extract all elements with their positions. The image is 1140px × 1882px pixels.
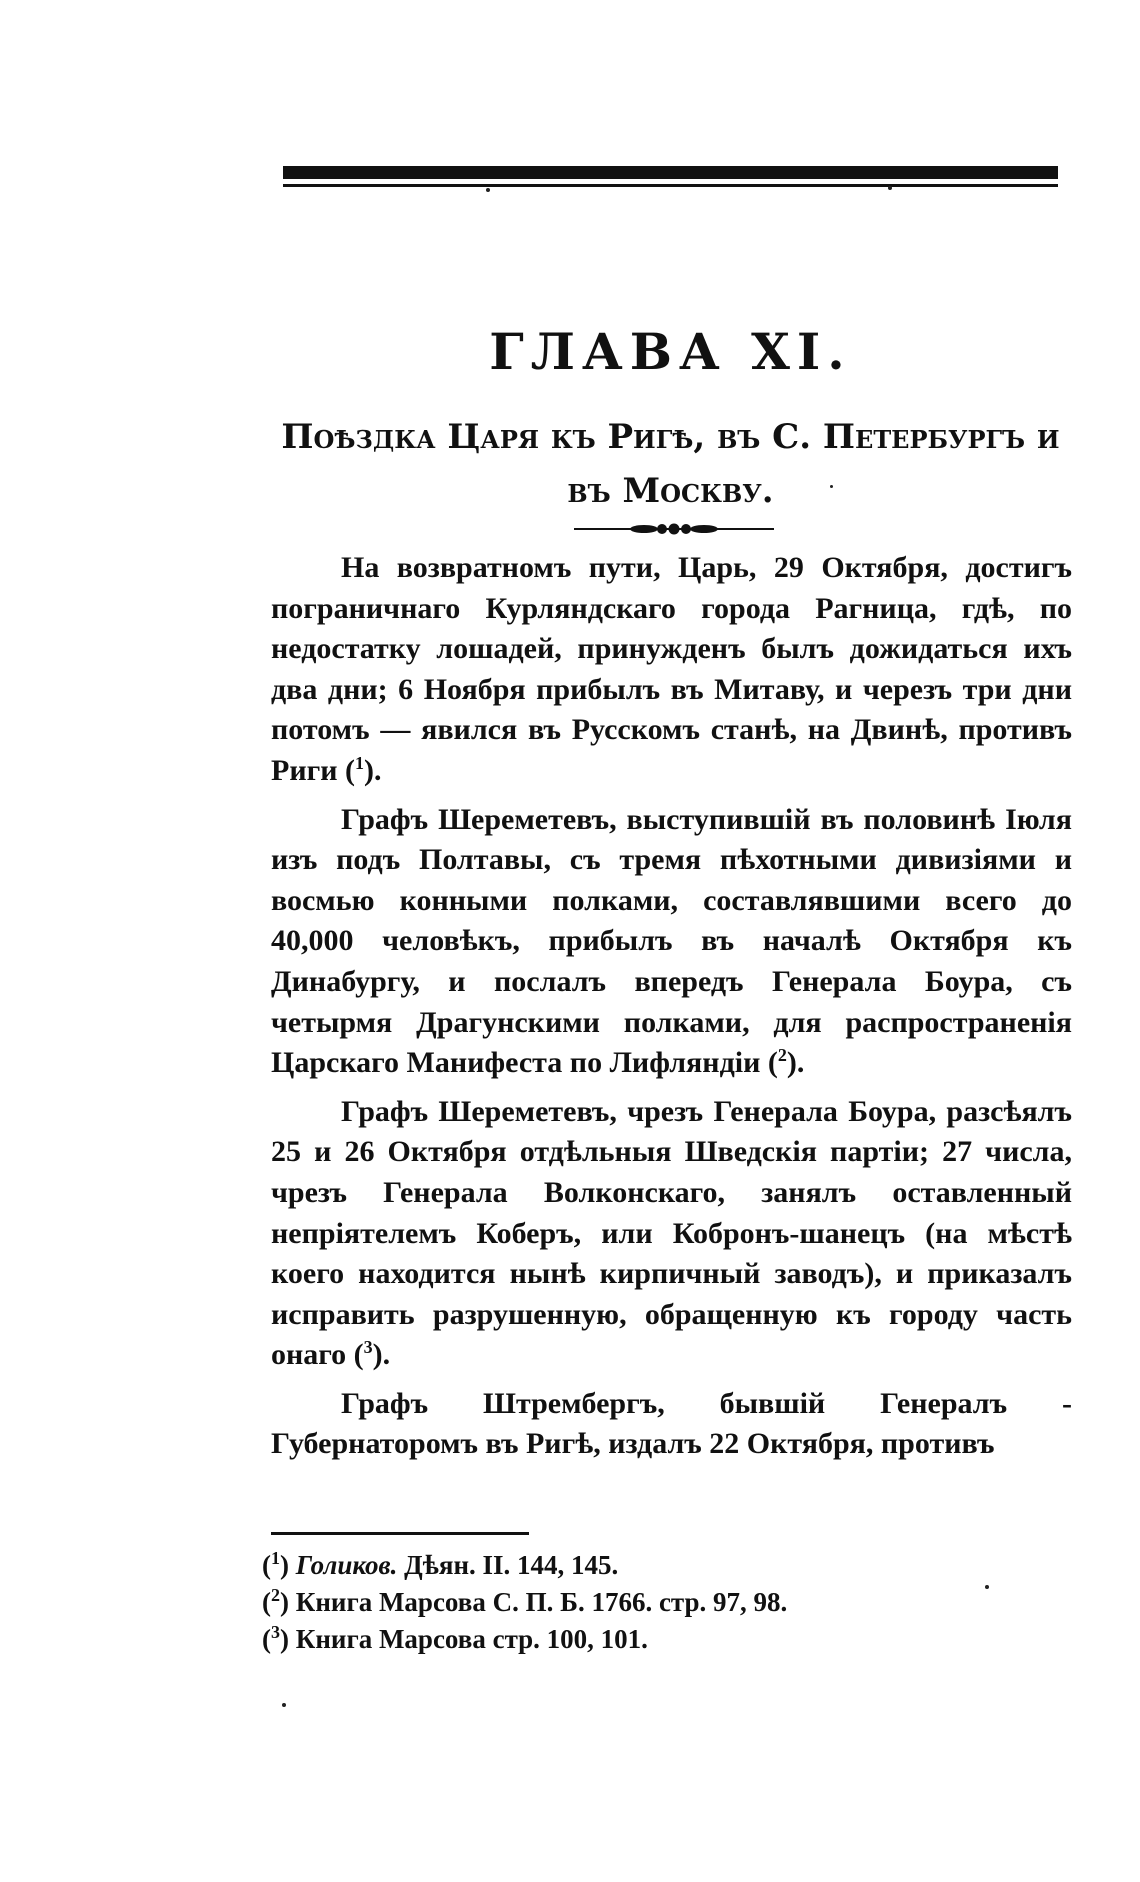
paragraph-end: ). — [786, 1046, 805, 1080]
paragraph-3 — [271, 1092, 1072, 1376]
footnote-mark: 2 — [271, 1585, 280, 1605]
paragraph-1 — [271, 548, 1072, 792]
footnote-mark: 3 — [271, 1622, 280, 1642]
footnote-1: ($^1$) Голиков. Дѣян. II. 144, 145. — [262, 1548, 619, 1580]
paragraph-4 — [271, 1384, 1072, 1465]
ink-speck — [282, 1703, 286, 1707]
ornament-divider — [574, 522, 774, 536]
subtitle-line-1: Поѣздка Царя къ Ригѣ, въ С. Петербургъ и — [281, 417, 1060, 457]
body-text — [271, 548, 1072, 1465]
top-double-rule — [283, 166, 1058, 187]
subtitle-line-2: въ Москву. — [567, 471, 774, 511]
footnote-3: ($^3$) Книга Марсова стр. 100, 101. — [262, 1622, 648, 1654]
paragraph-end: ). — [364, 753, 382, 787]
footnote-divider — [271, 1532, 529, 1535]
paragraph-text: Графъ Шереметевъ, выступившій въ половинѣ Іюля изъ подъ Полтавы, съ тремя пѣхотными дивизіями и восмью конными полками, составлявшими всего до 40,000 человѣкъ, прибылъ въ началѣ Октября къ Динабургу, и послалъ впередъ Генерала Боура, съ четырмя Драгунскими полками, для распространенія Царскаго Манифеста по Лифляндіи ( — [271, 802, 1072, 1080]
ink-speck — [486, 188, 490, 192]
paragraph-end: ). — [372, 1338, 391, 1372]
footnote-ref: 3 — [363, 1337, 373, 1358]
chapter-title: ГЛАВА XI. — [489, 322, 852, 381]
paragraph-2 — [271, 800, 1072, 1084]
footnote-ref: 1 — [355, 752, 365, 773]
footnote-2: ($^2$) Книга Марсова С. П. Б. 1766. стр. 97, 98. — [262, 1585, 788, 1617]
paragraph-text: Графъ Штрембергъ, бывшій Генералъ - Губернаторомъ въ Ригѣ, издалъ 22 Октября, противъ — [271, 1386, 1072, 1461]
paragraph-text: Графъ Шереметевъ, чрезъ Генерала Боура, разсѣялъ 25 и 26 Октября отдѣльныя Шведскія партіи; 27 числа, чрезъ Генерала Волконскаго, занялъ оставленный непріятелемъ Коберъ, или Кобронъ-шанецъ (на мѣстѣ коего находится нынѣ кирпичный заводъ), и приказалъ исправить разрушенную, обращенную къ городу часть онаго ( — [271, 1094, 1072, 1372]
footnote-text: Книга Марсова С. П. Б. 1766. стр. 97, 98. — [289, 1587, 788, 1617]
footnote-text: Книга Марсова стр. 100, 101. — [289, 1624, 648, 1654]
paragraph-text: На возвратномъ пути, Царь, 29 Октября, достигъ пограничнаго Курляндскаго города Рагница, гдѣ, по недостатку лошадей, принужденъ былъ дожидаться ихъ два дни; 6 Ноября прибылъ въ Митаву, и черезъ три дни потомъ — явился въ Русскомъ станѣ, на Двинѣ, противъ Риги ( — [271, 551, 1072, 787]
footnotes — [262, 1547, 1082, 1658]
footnote-text: Дѣян. II. 144, 145. — [397, 1550, 619, 1580]
footnote-mark: 1 — [271, 1548, 280, 1568]
chapter-subtitle — [272, 410, 1069, 518]
footnote-ref: 2 — [777, 1045, 787, 1066]
ink-speck — [888, 186, 892, 190]
footnote-author: Голиков. — [295, 1550, 398, 1580]
